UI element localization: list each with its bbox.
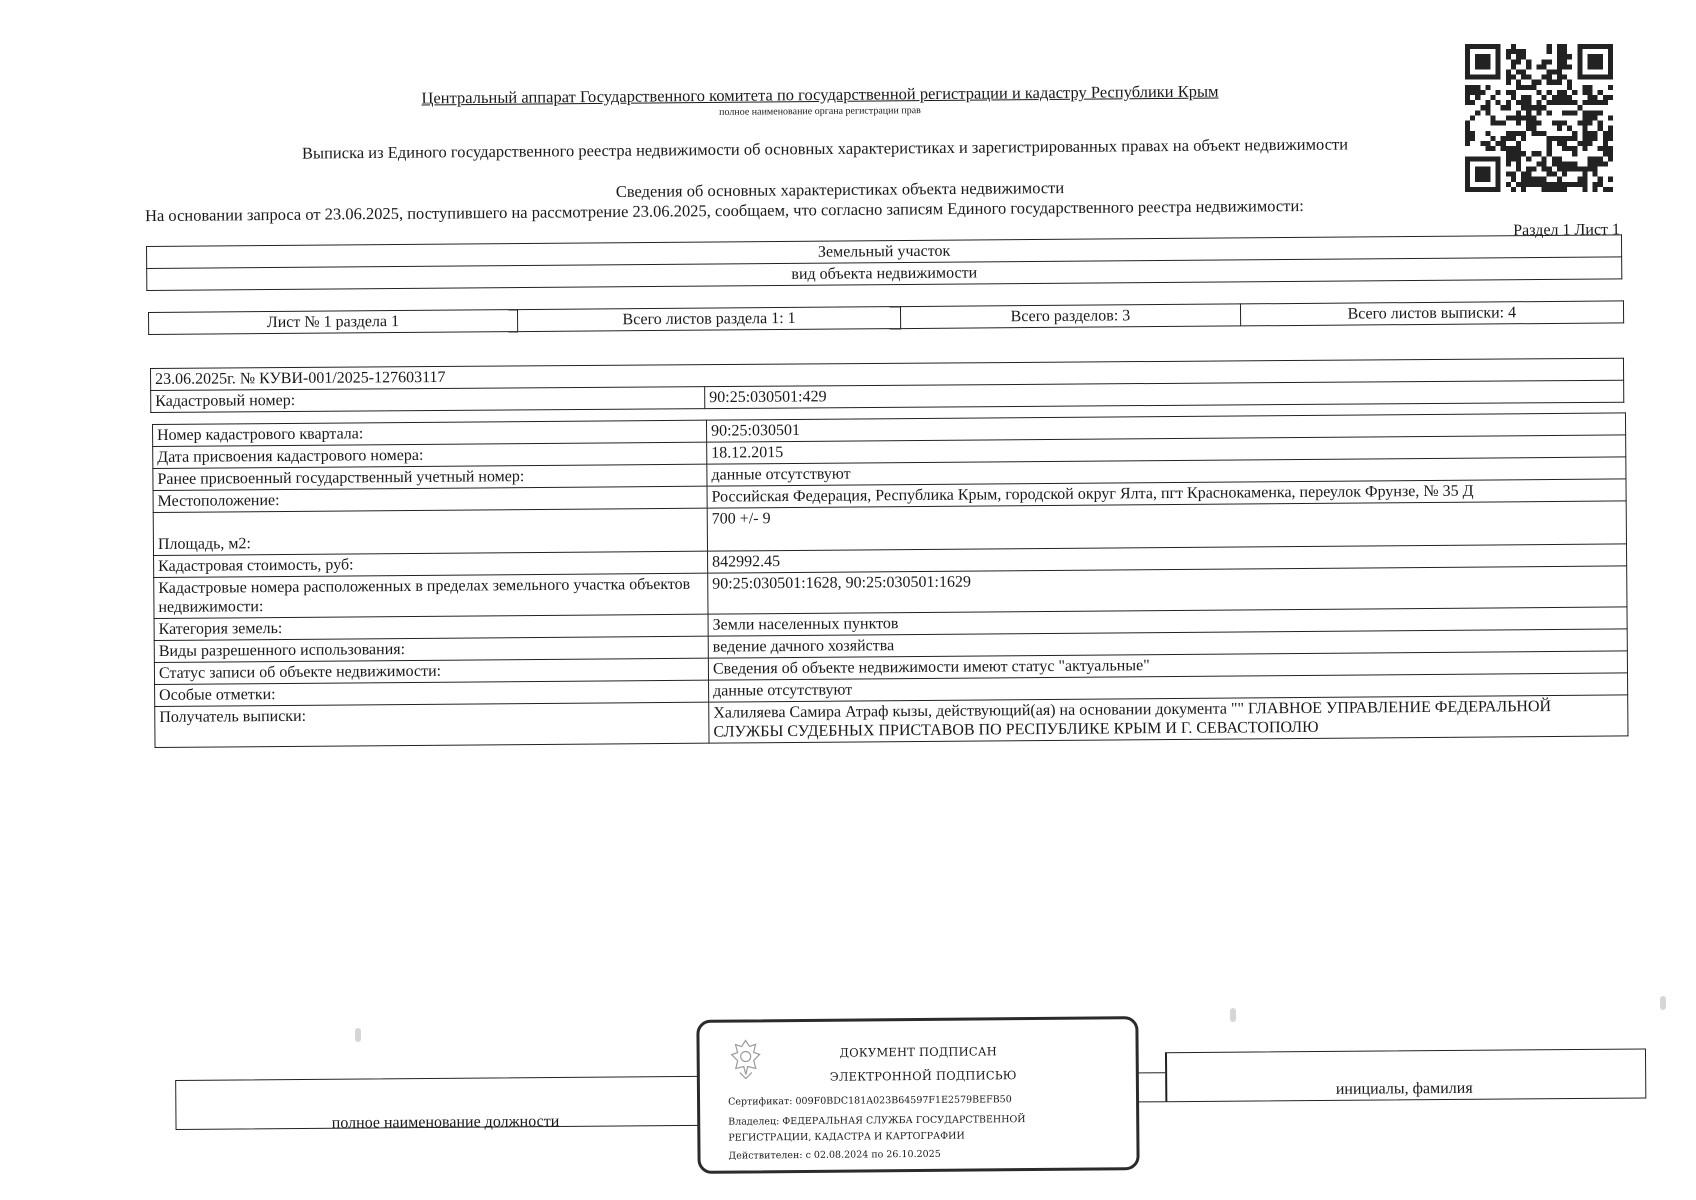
row-value: Сведения об объекте недвижимости имеют статус "актуальные" xyxy=(708,651,1627,680)
sheet-of-section: Лист № 1 раздела 1 xyxy=(149,310,518,335)
coat-of-arms-icon xyxy=(725,1036,765,1080)
row-label: Площадь, м2: xyxy=(153,508,707,555)
cadastral-number-value: 90:25:030501:429 xyxy=(705,380,1624,408)
row-value: данные отсутствуют xyxy=(707,457,1626,486)
row-value: данные отсутствуют xyxy=(709,673,1628,702)
row-value: 90:25:030501:1628, 90:25:030501:1629 xyxy=(708,566,1627,614)
object-type-table xyxy=(146,234,1622,291)
row-label: Виды разрешенного использования: xyxy=(154,636,708,662)
document-title: Выписка из Единого государственного реестра недвижимости об основных характеристиках и зарегистрированных правах на объект недвижимости xyxy=(301,134,1349,163)
row-label: Статус записи об объекте недвижимости: xyxy=(154,658,708,684)
row-value: 90:25:030501 xyxy=(706,413,1625,442)
total-sheets-extract: Всего листов выписки: 4 xyxy=(1240,301,1624,326)
stamp-certificate: Сертификат: 009F0BDC181A023B64597F1E2579BEFB50 xyxy=(728,1094,1012,1108)
org-name: Центральный аппарат Государственного комитета по государственной регистрации и кадастру Республики Крым xyxy=(421,81,1219,108)
row-value: Российская Федерация, Республика Крым, городской округ Ялта, пгт Краснокаменка, переулок Фрунзе, № 35 Д xyxy=(707,479,1626,508)
section-title: Сведения об основных характеристиках объекта недвижимости xyxy=(615,178,1065,201)
row-label: Ранее присвоенный государственный учетный номер: xyxy=(153,464,707,490)
row-label: Кадастровая стоимость, руб: xyxy=(154,551,708,577)
scan-speck xyxy=(1660,996,1666,1010)
scan-speck xyxy=(1230,1008,1236,1022)
basis-text: На основании запроса от 23.06.2025, поступившего на рассмотрение 23.06.2025, сообщаем, что согласно записям Единого государственного реестра недвижимости: xyxy=(144,195,1304,226)
stamp-owner-line2: РЕГИСТРАЦИИ, КАДАСТРА И КАРТОГРАФИИ xyxy=(728,1130,965,1144)
qr-code-icon xyxy=(1465,44,1613,192)
characteristics-table xyxy=(152,412,1628,748)
row-label: Местоположение: xyxy=(153,486,707,512)
stamp-line1: ДОКУМЕНТ ПОДПИСАН xyxy=(839,1044,998,1060)
row-value: Халиляева Самира Атраф кызы, действующий(ая) на основании документа "" ГЛАВНОЕ УПРАВЛЕНИЕ ФЕДЕРАЛЬНОЙ СЛУЖБЫ СУДЕБНЫХ ПРИСТАВОВ ПО РЕСПУБЛИКЕ КРЫМ И Г. СЕВАСТОПОЛЮ xyxy=(709,695,1628,743)
row-label: Номер кадастрового квартала: xyxy=(153,420,707,446)
total-sheets-section: Всего листов раздела 1: 1 xyxy=(517,307,901,332)
object-type-caption: вид объекта недвижимости xyxy=(147,257,1622,291)
row-value: ведение дачного хозяйства xyxy=(708,629,1627,658)
row-label: Особые отметки: xyxy=(155,680,709,706)
row-value: Земли населенных пунктов xyxy=(708,607,1627,636)
org-caption: полное наименование органа регистрации прав xyxy=(719,105,921,118)
stamp-valid: Действителен: с 02.08.2024 по 26.10.2025 xyxy=(728,1148,941,1162)
row-label: Дата присвоения кадастрового номера: xyxy=(153,442,707,468)
record-header-table xyxy=(150,358,1624,413)
section-sheet-label: Раздел 1 Лист 1 xyxy=(1513,221,1621,240)
total-sections: Всего разделов: 3 xyxy=(901,304,1240,329)
position-caption: полное наименование должности xyxy=(331,1112,560,1132)
row-value: 700 +/- 9 xyxy=(707,501,1626,551)
cadastral-number-label: Кадастровый номер: xyxy=(151,387,705,413)
scan-speck xyxy=(355,1028,361,1042)
row-label: Получатель выписки: xyxy=(155,702,709,747)
initials-caption: инициалы, фамилия xyxy=(1335,1079,1473,1098)
record-date-number: 23.06.2025г. № КУВИ-001/2025-127603117 xyxy=(151,358,1624,390)
row-value: 18.12.2015 xyxy=(707,435,1626,464)
sheets-table xyxy=(148,300,1624,335)
object-type: Земельный участок xyxy=(147,235,1622,269)
row-label: Кадастровые номера расположенных в пределах земельного участка объектов недвижимости: xyxy=(154,573,708,618)
row-value: 842992.45 xyxy=(708,544,1627,573)
stamp-line2: ЭЛЕКТРОННОЙ ПОДПИСЬЮ xyxy=(829,1068,1017,1084)
stamp-owner-line1: Владелец: ФЕДЕРАЛЬНАЯ СЛУЖБА ГОСУДАРСТВЕННОЙ xyxy=(728,1114,1026,1128)
row-label: Категория земель: xyxy=(154,614,708,640)
electronic-signature-stamp xyxy=(696,1016,1139,1174)
